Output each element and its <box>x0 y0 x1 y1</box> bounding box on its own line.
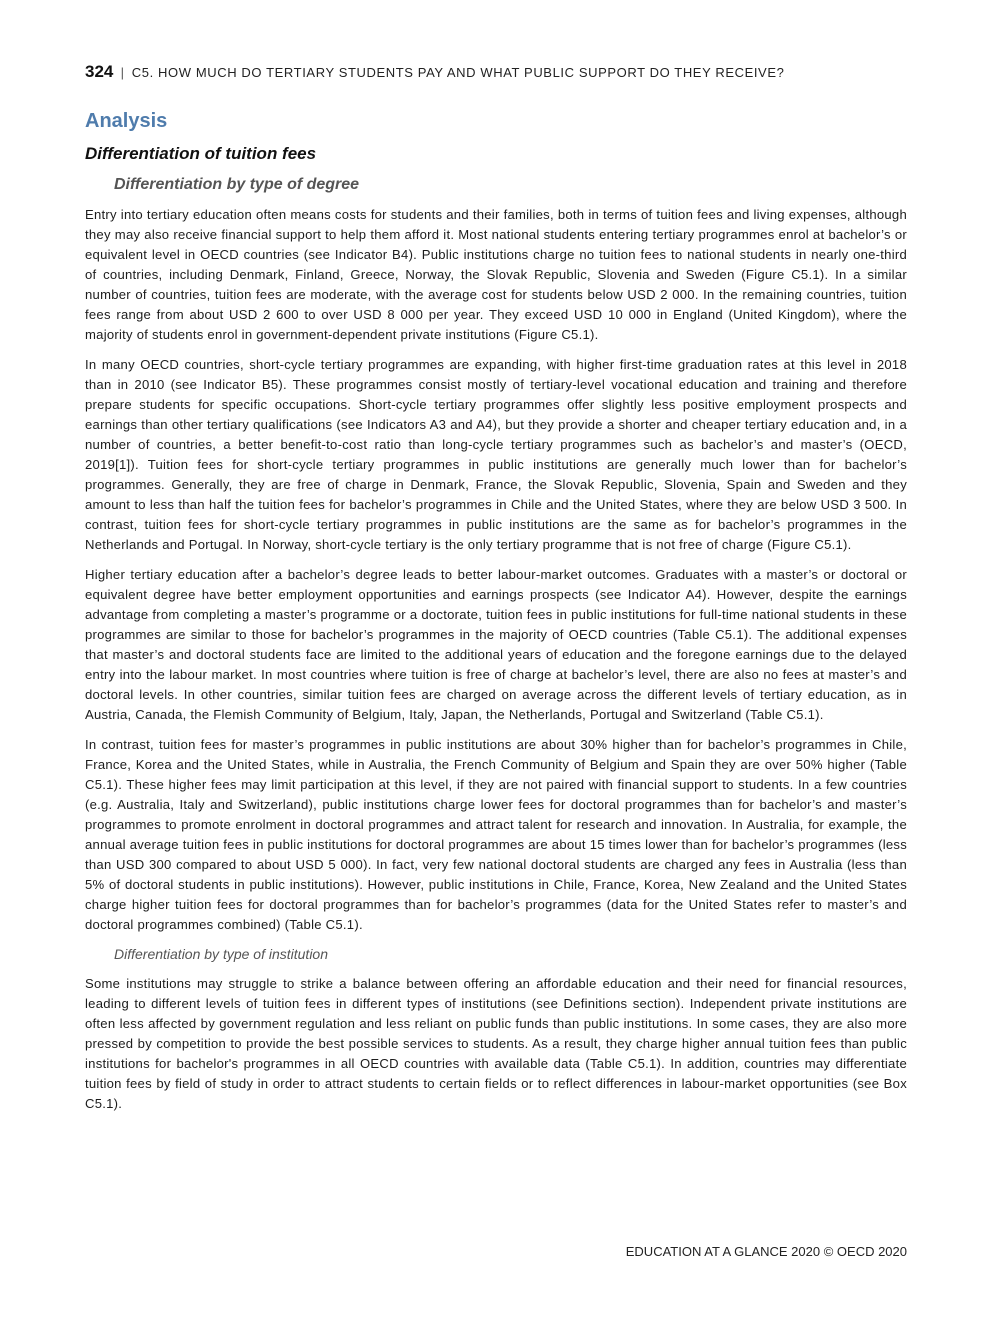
paragraph: Some institutions may struggle to strike a balance between offering an affordable education and their need for financial resources, leading to different levels of tuition fees in different types of institutions (see Definitions section). Independent private institutions are often less affected by government regulation and less reliant on public funds than public institutions. In some cases, they are also more pressed by competition to provide the best possible services to students. As a result, they charge higher annual tuition fees than public institutions for bachelor's programmes in all OECD countries with available data (Table C5.1). In addition, countries may differentiate tuition fees by field of study in order to attract students to certain fields or to reflect differences in labour-market opportunities (see Box C5.1). <box>85 976 907 1111</box>
section-title: Analysis <box>85 110 168 132</box>
page-header <box>85 62 915 82</box>
page-footer: EDUCATION AT A GLANCE 2020 © OECD 2020 <box>625 1244 907 1259</box>
chapter-title: C5. HOW MUCH DO TERTIARY STUDENTS PAY AND WHAT PUBLIC SUPPORT DO THEY RECEIVE? <box>131 65 785 80</box>
paragraph: In contrast, tuition fees for master’s programmes in public institutions are about 30% higher than for bachelor’s programmes in Chile, France, Korea and the United States, while in Australia, the French Community of Belgium and Spain they are over 50% higher (Table C5.1). These higher fees may limit participation at this level, if they are not paired with financial support to students. In a few countries (e.g. Australia, Italy and Switzerland), public institutions charge lower fees for doctoral programmes than for bachelor’s and master’s programmes to promote enrolment in doctoral programmes and attract talent for research and innovation. In Australia, for example, the annual average tuition fees in public institutions for doctoral programmes are about 15 times lower than for bachelor’s programmes (less than USD 300 compared to about USD 5 000). In fact, very few national doctoral students are charged any fees in Australia (less than 5% of doctoral students in public institutions). However, public institutions in Chile, France, Korea, New Zealand and the United States charge higher tuition fees for doctoral programmes than for bachelor’s programmes (data for the United States refer to master’s and doctoral programmes combined) (Table C5.1). <box>85 737 907 932</box>
paragraph: Entry into tertiary education often means costs for students and their families, both in terms of tuition fees and living expenses, although they may also receive financial support to help them afford it. Most national students entering tertiary programmes enrol at bachelor’s or equivalent level in OECD countries (see Indicator B4). Public institutions charge no tuition fees to national students in nearly one-third of countries, including Denmark, Finland, Greece, Norway, the Slovak Republic, Slovenia and Sweden (Figure C5.1). In a similar number of countries, tuition fees are moderate, with the average cost for students below USD 2 000. In the remaining countries, tuition fees range from about USD 2 600 to over USD 8 000 per year. They exceed USD 10 000 in England (United Kingdom), where the majority of students enrol in government-dependent private institutions (Figure C5.1). <box>85 207 907 342</box>
page-content <box>85 110 907 1124</box>
header-separator: | <box>120 65 125 80</box>
paragraph: Higher tertiary education after a bachelor’s degree leads to better labour-market outcomes. Graduates with a master’s or doctoral or equivalent degree have better employment opportunities and earnings prospects (see Indicator A4). However, despite the earnings advantage from completing a master’s programme or a doctorate, tuition fees in public institutions for full-time national students in these programmes are similar to those for bachelor’s programmes in the majority of OECD countries (Table C5.1). The additional expenses that master’s and doctoral students face are limited to the additional years of education and the foregone earnings due to the delayed entry into the labour market. In most countries where tuition is free of charge at bachelor’s level, there are also no fees at master’s and doctoral levels. In other countries, similar tuition fees are charged on average across the different levels of tertiary education, as in Austria, Canada, the Flemish Community of Belgium, Italy, Japan, the Netherlands, Portugal and Switzerland (Table C5.1). <box>85 567 907 722</box>
paragraph: In many OECD countries, short-cycle tertiary programmes are expanding, with higher first-time graduation rates at this level in 2018 than in 2010 (see Indicator B5). These programmes consist mostly of tertiary-level vocational education and training and therefore prepare students for specific occupations. Short-cycle tertiary programmes offer slightly less positive employment prospects and earnings than other tertiary qualifications (see Indicators A3 and A4), but they provide a shorter and cheaper tertiary education and, in a number of countries, a better benefit-to-cost ratio than long-cycle tertiary programmes such as bachelor’s and master’s (OECD, 2019[1]). Tuition fees for short-cycle tertiary programmes in public institutions are generally much lower than for bachelor’s programmes. Generally, they are free of charge in Denmark, France, the Slovak Republic, Slovenia, Spain and Sweden and they amount to less than half the tuition fees for bachelor’s programmes in Chile and the United States, where they are below USD 3 500. In contrast, tuition fees for short-cycle tertiary programmes in public institutions are the same as for bachelor’s programmes in the Netherlands and Portugal. In Norway, short-cycle tertiary is the only tertiary programme that is not free of charge (Figure C5.1). <box>85 357 907 552</box>
subsubsection-title-degree: Differentiation by type of degree <box>114 176 360 193</box>
subsection-title: Differentiation of tuition fees <box>85 144 317 163</box>
page-number: 324 <box>85 62 114 81</box>
subsubsection-title-institution: Differentiation by type of institution <box>114 946 329 962</box>
